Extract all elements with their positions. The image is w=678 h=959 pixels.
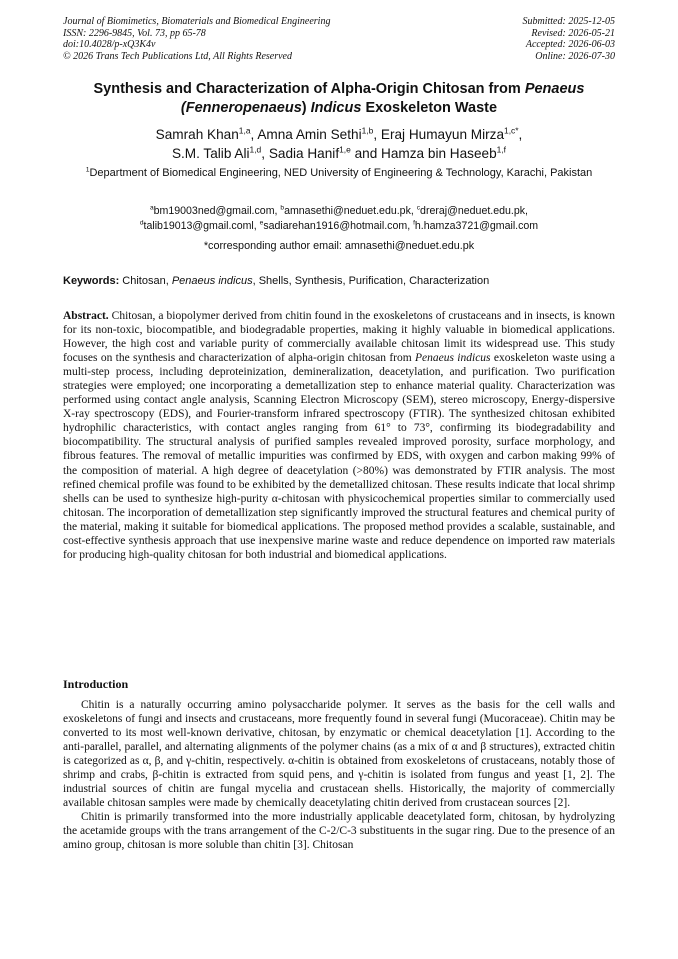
- affiliation-marker: 1: [85, 166, 90, 174]
- affiliation-text: Department of Biomedical Engineering, NED University of Engineering & Technology, Karachi, Pakistan: [89, 167, 593, 179]
- email[interactable]: $^f$h.hamza3721@gmail.com: [413, 218, 539, 232]
- author: Amna Amin Sethi$^{1,b}$,: [257, 125, 381, 142]
- date-accepted: Accepted: 2026-06-03: [525, 39, 615, 51]
- paper-title: [50, 80, 628, 118]
- title-italic-genus: Penaeus: [524, 81, 585, 97]
- paragraph: Chitin is a naturally occurring amino polysaccharide polymer. It serves as the basis for the cell walls and exoskeletons of fungi and insects and crustaceans, more frequently found in several fungi (Mucoraceae). Chitin may be converted to its most well-known derivative, chitosan, by enzymatic or chemical deacetylation [1]. According to the anti-parallel, parallel, and alternating alignments of the polymer chains (as a mix of α and β structures), extracted chitin is categorized as α, β, and γ-chitin, respectively. α-chitin is obtained from exoskeletons of crustaceans, notably those of shrimp and crabs, β-chitin is extracted from squid pens, and γ-chitin is isolated from fungus and yeast [1, 2]. The industrial sources of chitin are fungal mycelia and crustacean shells. Historically, the majority of commercially available chitosan samples were made by chemically deacetylating chitin derived from crustacean sources [2].: [63, 699, 615, 810]
- journal-info: [63, 16, 330, 62]
- journal-issn: ISSN: 2296-9845, Vol. 73, pp 65-78: [63, 27, 206, 39]
- abstract: Abstract. Chitosan, a biopolymer derived from chitin found in the exoskeletons of crustaceans and in insects, is known for its non-toxic, biocompatible, and biodegradable properties, making it highly valuable in biomedical applications. However, the high cost and variable purity of commercially available chitosan limit its widespread use. This study focuses on the synthesis and characterization of alpha-origin chitosan from Penaeus indicus exoskeleton waste using a multi-step process, including deproteinization, demineralization, deacetylation, and purification. Two purification strategies were employed; one incorporating a demetallization step to enhance material quality. Characterization was performed using contact angle analysis, Scanning Electron Microscopy (SEM), stereo microscopy, Energy-dispersive X-ray spectroscopy (EDS), and Fourier-transform infrared spectroscopy (FTIR). The synthesized chitosan exhibited hydrophilic characteristics, with contact angles ranging from 61° to 73°, confirming its biodegradability and biocompatibility. The structural analysis of purified samples revealed improved porosity, surface morphology, and fibrous features. The removal of metallic impurities was confirmed by EDS, with oxygen and carbon making 99% of the composition of material. A high degree of deacetylation (>80%) was demonstrated by FTIR analysis. The most refined chemical profile was found to be exhibited by the demetallized chitosan. These results indicate that local shrimp shells can be used to synthesize high-purity α-chitosan with physicochemical properties similar to commercially used chitosan. The incorporation of demetallization step significantly improved the structural features and chemical purity of the material, making it suitable for biomedical applications. The proposed method provides a scalable, sustainable, and cost-effective synthesis approach that use inexpensive marine waste and reduce dependence on imported raw materials for producing high-quality chitosan for both industrial and biomedical applications.: [63, 310, 615, 561]
- abstract-label: Abstract.: [63, 310, 109, 322]
- author: Eraj Humayun Mirza$^{1,c*}$,: [380, 125, 523, 142]
- author-list: [40, 125, 638, 163]
- corresponding-author: *corresponding author email: amnasethi@neduet.edu.pk: [203, 240, 475, 252]
- introduction-body: [63, 698, 615, 853]
- author: Samrah Khan$^{1,a}$,: [155, 125, 258, 142]
- email[interactable]: $^d$talib19013@gmail.coml: [139, 218, 254, 232]
- date-online: Online: 2026-07-30: [535, 50, 615, 62]
- email[interactable]: $^b$amnasethi@neduet.edu.pk: [280, 204, 411, 217]
- title-paren: ): [301, 100, 311, 116]
- title-text: Synthesis and Characterization of Alpha-Origin Chitosan from: [93, 81, 525, 97]
- email[interactable]: $^a$bm19003ned@gmail.com: [149, 204, 275, 217]
- title-italic-subgenus: Fenneropenaeus: [185, 100, 302, 116]
- affiliation: [60, 166, 618, 181]
- date-submitted: Submitted: 2025-12-05: [522, 16, 615, 27]
- email[interactable]: $^c$dreraj@neduet.edu.pk: [416, 204, 526, 217]
- journal-copyright: © 2026 Trans Tech Publications Ltd, All Rights Reserved: [63, 50, 292, 62]
- email[interactable]: $^e$sadiarehan1916@hotmail.com: [259, 218, 408, 232]
- date-revised: Revised: 2026-05-21: [531, 27, 615, 39]
- journal-header: [63, 16, 615, 62]
- title-paren: (: [180, 100, 186, 116]
- journal-name: Journal of Biomimetics, Biomaterials and Biomedical Engineering: [63, 16, 331, 27]
- keywords-label: Keywords:: [63, 275, 120, 287]
- title-italic-species: Indicus: [310, 100, 362, 116]
- author: Hamza bin Haseeb$^{1,f}$: [381, 144, 507, 161]
- author: S.M. Talib Ali$^{1,d}$,: [171, 144, 269, 161]
- author: Sadia Hanif$^{1,e}$ and: [268, 144, 382, 161]
- title-text: Exoskeleton Waste: [361, 100, 498, 116]
- keywords: Keywords: Chitosan, Penaeus indicus, Shells, Synthesis, Purification, Characterization: [63, 275, 490, 287]
- publication-dates: [523, 16, 616, 62]
- section-title-introduction: Introduction: [63, 677, 129, 691]
- paragraph: Chitin is primarily transformed into the more industrially applicable deacetylated form, chitosan, by hydrolyzing the acetamide groups with the trans arrangement of the C-2/C-3 substituents in the sugar ring. Due to the presence of an amino group, chitosan is more soluble than chitin [3]. Chitosan: [63, 811, 615, 852]
- journal-doi: doi:10.4028/p-xQ3K4v: [63, 39, 156, 51]
- author-emails: $^a$bm19003ned@gmail.com, $^b$amnasethi@neduet.edu.pk, $^c$dreraj@neduet.edu.pk, $^d$talib19013@gmail.coml, $^e$sadiarehan1916@hotmail.com, $^f$h.hamza3721@gmail.com: [139, 204, 539, 232]
